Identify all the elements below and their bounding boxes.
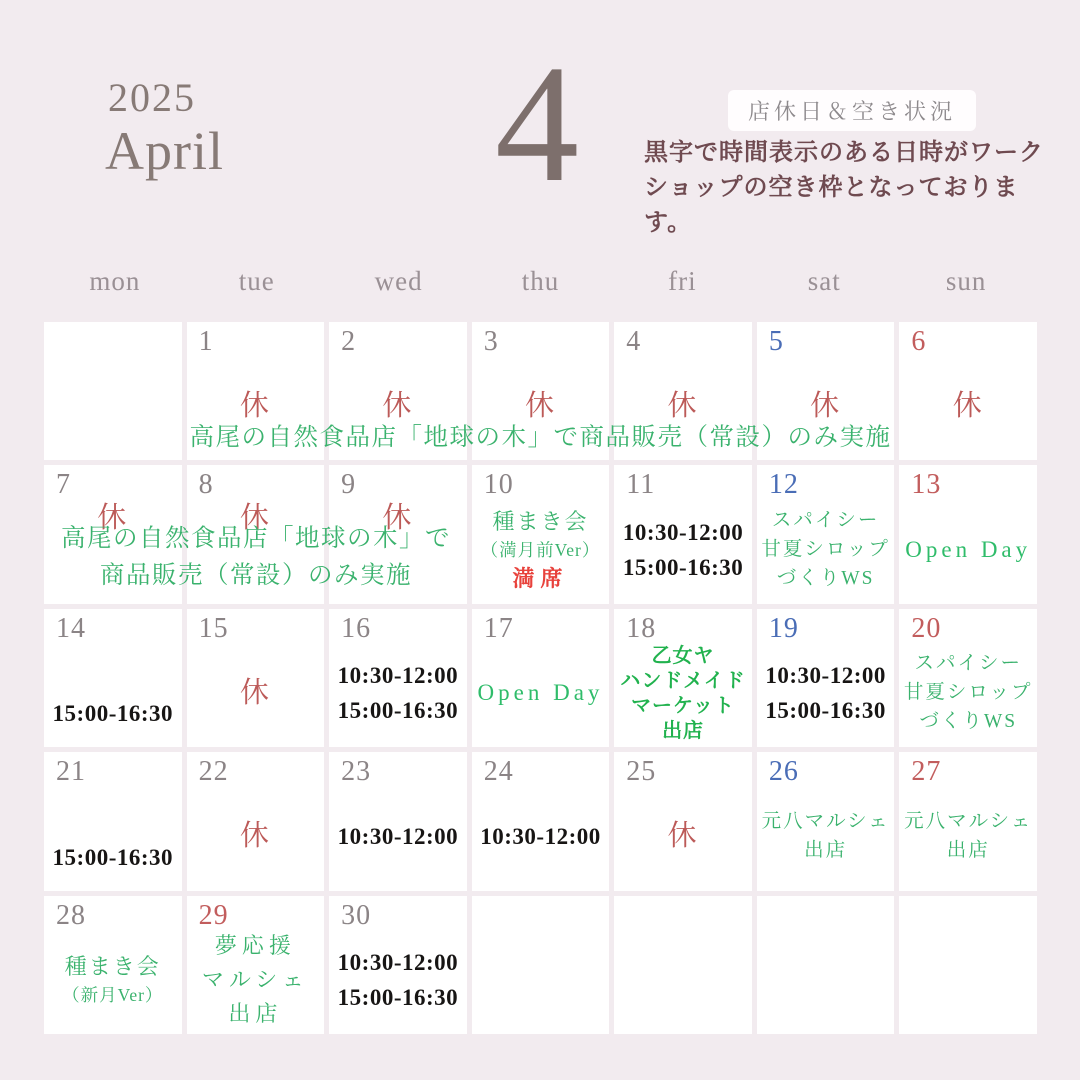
day-number: 7	[56, 469, 71, 501]
day-number: 24	[483, 756, 514, 788]
closed-label: 休	[239, 390, 271, 423]
month-name-label: April	[105, 121, 224, 181]
day-number: 11	[626, 469, 656, 501]
day-number: 29	[198, 899, 229, 931]
closed-label: 休	[239, 676, 271, 709]
day-content	[189, 501, 323, 597]
day-cell-14	[44, 609, 182, 747]
day-content	[189, 788, 323, 884]
event-label: 元八マルシェ	[761, 811, 890, 833]
closed-label: 休	[239, 502, 271, 535]
spanning-event-note-line: 商品販売（常設）のみ実施	[100, 562, 412, 589]
day-content	[474, 358, 608, 454]
time-slot-label: 15:00-16:30	[622, 554, 744, 580]
day-cell-29	[187, 896, 325, 1034]
day-cell-1	[187, 322, 325, 460]
day-content	[901, 501, 1035, 597]
day-number: 25	[626, 756, 657, 788]
event-label: 出店	[804, 840, 848, 862]
day-cell-18	[614, 609, 752, 747]
empty-cell	[44, 322, 182, 460]
day-cell-13	[899, 465, 1037, 603]
day-content	[474, 788, 608, 884]
day-cell-5	[757, 322, 895, 460]
day-cell-22	[187, 752, 325, 890]
weekday-label-fri: fri	[668, 266, 697, 296]
closed-label: 休	[952, 390, 984, 423]
day-cell-19	[757, 609, 895, 747]
day-number: 8	[198, 469, 214, 501]
day-content	[189, 932, 323, 1028]
event-label: Open Day	[905, 536, 1032, 562]
time-slot-label: 15:00-16:30	[52, 701, 174, 727]
time-slot-label: 15:00-16:30	[765, 697, 886, 723]
day-number: 27	[911, 756, 942, 788]
closed-label: 休	[524, 390, 556, 423]
day-content	[901, 358, 1035, 454]
time-slot-label: 10:30-12:00	[337, 823, 459, 849]
day-cell-26	[757, 752, 895, 890]
closed-label: 休	[239, 820, 271, 853]
time-slot-label: 15:00-16:30	[52, 844, 174, 870]
day-number: 19	[768, 612, 799, 644]
empty-cell	[472, 896, 610, 1034]
day-cell-20	[899, 609, 1037, 747]
closed-label: 休	[382, 390, 414, 423]
day-number: 22	[198, 756, 229, 788]
day-content	[331, 645, 465, 741]
day-number: 17	[483, 612, 514, 644]
event-label: 満席	[512, 565, 569, 591]
day-content	[616, 501, 750, 597]
weekday-label-sat: sat	[807, 266, 841, 296]
day-number: 12	[768, 469, 799, 501]
day-content	[331, 358, 465, 454]
day-content	[189, 358, 323, 454]
day-content	[616, 788, 750, 884]
day-number: 6	[911, 326, 927, 357]
day-content	[331, 932, 465, 1028]
day-number: 9	[341, 469, 357, 501]
day-content	[759, 788, 893, 884]
day-cell-12	[757, 465, 895, 603]
event-label: マーケット	[631, 693, 736, 717]
time-slot-label: 10:30-12:00	[337, 662, 459, 688]
event-label: づくりWS	[919, 711, 1018, 733]
day-content	[46, 788, 180, 884]
day-content	[759, 358, 893, 454]
time-slot-label: 15:00-16:30	[337, 984, 459, 1010]
weekday-label-thu: thu	[521, 266, 560, 296]
day-content	[759, 501, 893, 597]
day-number: 26	[768, 756, 799, 788]
day-cell-3	[472, 322, 610, 460]
event-label: 甘夏シロップ	[761, 539, 890, 561]
closed-label: 休	[810, 390, 842, 423]
closed-label: 休	[667, 390, 699, 423]
event-label: Open Day	[477, 679, 604, 705]
weekday-label-sun: sun	[945, 266, 987, 296]
day-cell-9	[329, 465, 467, 603]
time-slot-label: 10:30-12:00	[765, 662, 886, 688]
weekday-label-tue: tue	[238, 266, 275, 296]
day-content	[46, 932, 180, 1028]
day-cell-28	[44, 896, 182, 1034]
legend-badge: 店休日＆空き状況	[728, 90, 976, 131]
closed-label: 休	[382, 502, 414, 535]
day-number: 20	[911, 612, 942, 644]
legend-note	[644, 136, 1064, 241]
day-cell-25	[614, 752, 752, 890]
year-label: 2025	[108, 75, 196, 120]
day-content	[331, 501, 465, 597]
event-label: マルシェ	[201, 966, 309, 992]
time-slot-label: 10:30-12:00	[622, 519, 744, 545]
event-label: （新月Ver）	[62, 984, 164, 1005]
weekday-label-mon: mon	[89, 266, 141, 296]
day-cell-30	[329, 896, 467, 1034]
calendar-grid	[44, 322, 1037, 1034]
day-number: 1	[198, 326, 214, 357]
day-content	[46, 645, 180, 741]
legend-note-line-2: ショップの空き枠となっております。	[644, 175, 1019, 236]
day-cell-17	[472, 609, 610, 747]
day-content	[474, 501, 608, 597]
day-number: 3	[483, 326, 499, 357]
event-label: （満月前Ver）	[480, 539, 601, 560]
day-cell-11	[614, 465, 752, 603]
day-number: 4	[626, 326, 642, 357]
day-number: 16	[341, 612, 372, 644]
event-label: 出店	[228, 1000, 283, 1026]
day-number: 13	[911, 469, 942, 501]
event-label: 夢応援	[214, 932, 296, 958]
day-number: 21	[56, 756, 86, 788]
day-cell-10	[472, 465, 610, 603]
event-label: 種まき会	[492, 508, 589, 534]
day-number: 10	[483, 469, 514, 501]
day-number: 23	[341, 756, 372, 788]
day-cell-21	[44, 752, 182, 890]
spanning-event-note-line: 高尾の自然食品店「地球の木」で	[61, 525, 451, 552]
day-cell-15	[187, 609, 325, 747]
time-slot-label: 10:30-12:00	[337, 949, 459, 975]
day-cell-16	[329, 609, 467, 747]
day-number: 28	[56, 899, 86, 931]
day-content	[901, 788, 1035, 884]
day-cell-7	[44, 465, 182, 603]
day-number: 15	[198, 612, 229, 644]
event-label: 出店	[946, 840, 990, 862]
day-content	[189, 645, 323, 741]
day-content	[331, 788, 465, 884]
empty-cell	[757, 896, 895, 1034]
weekday-header-row	[44, 266, 1037, 297]
event-label: ハンドメイド	[620, 668, 746, 692]
day-cell-4	[614, 322, 752, 460]
day-number: 2	[341, 326, 357, 357]
event-label: 元八マルシェ	[904, 811, 1033, 833]
day-cell-23	[329, 752, 467, 890]
day-content	[46, 501, 180, 597]
time-slot-label: 10:30-12:00	[480, 823, 601, 849]
event-label: 出店	[662, 718, 705, 742]
day-cell-6	[899, 322, 1037, 460]
day-number: 18	[626, 612, 657, 644]
event-label: 乙女ヤ	[651, 643, 715, 667]
day-content	[474, 645, 608, 741]
day-number: 5	[768, 326, 784, 357]
event-label: づくりWS	[776, 568, 875, 590]
event-label: 種まき会	[64, 953, 161, 979]
day-content	[759, 645, 893, 741]
day-cell-2	[329, 322, 467, 460]
closed-label: 休	[97, 502, 129, 535]
day-number: 30	[341, 899, 372, 931]
day-content	[616, 645, 750, 741]
event-label: スパイシー	[914, 653, 1022, 675]
legend-note-line-1: 黒字で時間表示のある日時がワーク	[644, 140, 1044, 166]
event-label: スパイシー	[771, 510, 880, 532]
day-cell-8	[187, 465, 325, 603]
day-content	[901, 645, 1035, 741]
event-label: 甘夏シロップ	[903, 682, 1033, 704]
time-slot-label: 15:00-16:30	[337, 697, 459, 723]
empty-cell	[614, 896, 752, 1034]
empty-cell	[899, 896, 1037, 1034]
day-cell-27	[899, 752, 1037, 890]
weekday-label-wed: wed	[374, 266, 423, 296]
day-cell-24	[472, 752, 610, 890]
day-content	[616, 358, 750, 454]
spanning-event-note-line: 高尾の自然食品店「地球の木」で商品販売（常設）のみ実施	[189, 424, 892, 451]
closed-label: 休	[667, 820, 699, 853]
day-number: 14	[56, 612, 86, 644]
month-number-label: 4	[495, 31, 579, 217]
